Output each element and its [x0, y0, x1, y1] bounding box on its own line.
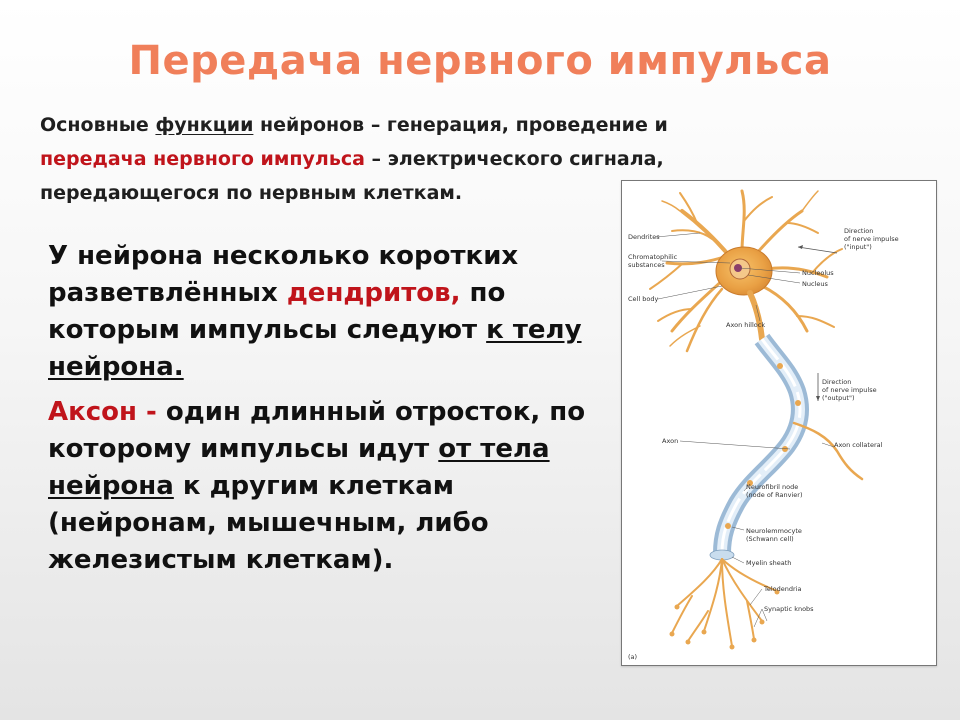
- label-neurofibril-node-2: (node of Ranvier): [746, 491, 803, 499]
- label-dendrites: Dendrites: [628, 233, 660, 241]
- myelinated-axon-drawing: [722, 339, 800, 553]
- label-nucleolus: Nucleolus: [802, 269, 834, 277]
- diagram-labels: [628, 227, 899, 661]
- input-arrow-head: [798, 245, 803, 249]
- label-chromatophilic: Chromatophilic: [628, 253, 678, 261]
- from-cell-body-underlined: от тела нейрона: [48, 434, 550, 501]
- axon-term: Аксон -: [48, 397, 157, 427]
- intro-part: передающегося по нервным клеткам.: [40, 182, 463, 204]
- axon-text: к другим клеткам (нейронам, мышечным, либо железистым клеткам).: [48, 471, 489, 575]
- label-cell-body: Cell body: [628, 295, 659, 303]
- label-synaptic-knobs: Synaptic knobs: [764, 605, 814, 613]
- to-cell-body-underlined: к телу нейрона.: [48, 315, 582, 382]
- body-text: [48, 238, 628, 579]
- dendrites-term: дендритов,: [286, 278, 461, 308]
- axon-hillock-drawing: [750, 293, 762, 339]
- slide-title: Передача нервного импульса: [128, 38, 832, 84]
- label-neurofibril-node-1: Neurofibril node: [746, 483, 799, 491]
- neuron-diagram: [621, 180, 937, 666]
- label-neurolemmocyte-2: (Schwann cell): [746, 535, 794, 543]
- label-direction-output-1: Direction: [822, 378, 852, 386]
- output-arrow-head: [816, 396, 820, 401]
- intro-functions-underlined: функции: [155, 114, 254, 136]
- label-direction-input-1: Direction: [844, 227, 874, 235]
- label-neurolemmocyte-1: Neurolemmocyte: [746, 527, 802, 535]
- label-direction-input-2: of nerve impulse: [844, 235, 899, 243]
- label-substances: substances: [628, 261, 665, 269]
- label-direction-input-3: ("input"): [844, 243, 872, 251]
- label-panel: (a): [628, 653, 638, 661]
- label-direction-output-3: ("output"): [822, 394, 855, 402]
- input-arrow: [798, 247, 837, 253]
- axon-paragraph: [48, 394, 628, 579]
- dendrites-text: У нейрона несколько коротких разветвлённых: [48, 241, 519, 308]
- neuron-illustration: [622, 181, 936, 665]
- intro-part: Основные: [40, 114, 156, 136]
- dendrites-paragraph: [48, 238, 628, 386]
- label-myelin-sheath: Myelin sheath: [746, 559, 792, 567]
- label-axon-collateral: Axon collateral: [834, 441, 883, 449]
- intro-highlight: передача нервного импульса: [40, 148, 365, 170]
- telodendria-drawing: [672, 559, 777, 646]
- label-telodendria: Telodendria: [764, 585, 802, 593]
- dendrites-text: по которым импульсы следуют: [48, 278, 506, 345]
- label-nucleus: Nucleus: [802, 280, 828, 288]
- axon-text: один длинный отросток, по которому импульсы идут: [48, 397, 586, 464]
- intro-part: – электрического сигнала,: [364, 148, 664, 170]
- intro-part: нейронов – генерация, проведение и: [253, 114, 668, 136]
- label-axon: Axon: [662, 437, 679, 445]
- label-axon-hillock: Axon hillock: [726, 321, 766, 329]
- label-direction-output-2: of nerve impulse: [822, 386, 877, 394]
